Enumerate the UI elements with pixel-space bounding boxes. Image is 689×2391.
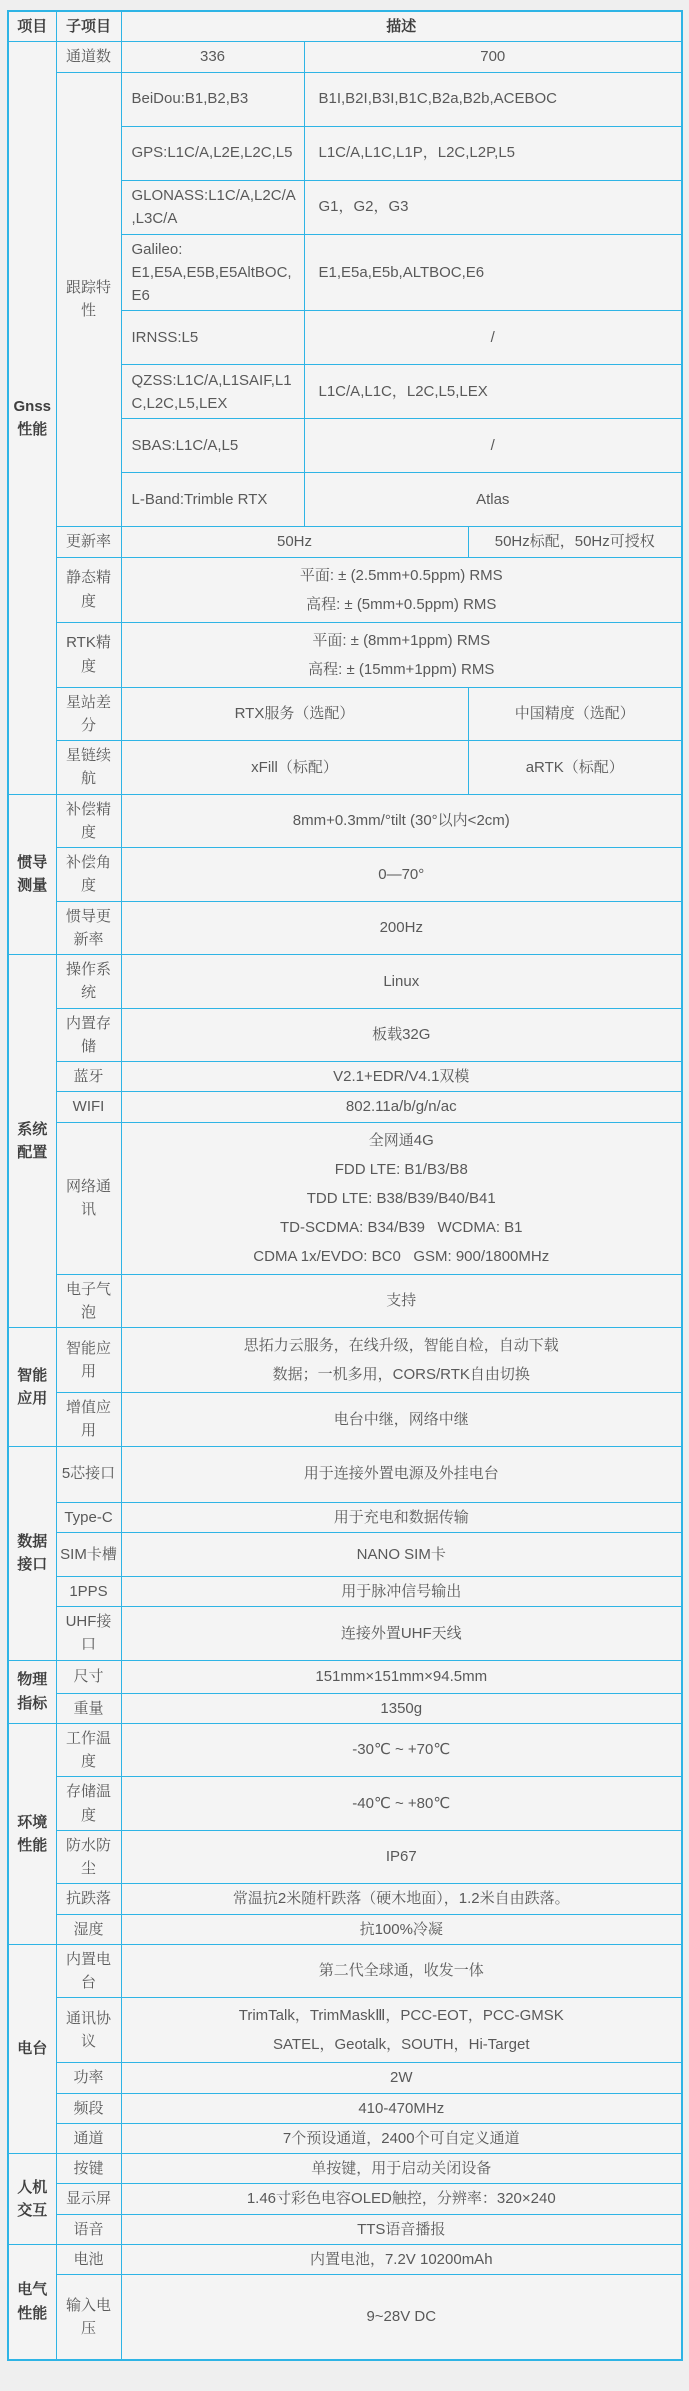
- value-app-label: 增值应用: [56, 1393, 121, 1447]
- static-accuracy-value: [121, 557, 682, 622]
- 1pps-label: 1PPS: [56, 1576, 121, 1606]
- row-bluetooth: [8, 1062, 682, 1092]
- tracking-sbas-sig: SBAS:L1C/A,L5: [121, 419, 304, 473]
- section-ins-label: 惯导测量: [8, 794, 56, 955]
- tracking-gps-val: L1C/A,L1C,L1P，L2C,L2P,L5: [304, 126, 682, 180]
- section-power-label: 电气性能: [8, 2244, 56, 2359]
- protocol-line-2: SATEL，Geotalk，SOUTH，Hi-Target: [273, 2036, 530, 2054]
- sat-link-right: aRTK（标配）: [468, 741, 682, 795]
- row-band: [8, 2093, 682, 2123]
- row-update-rate: [8, 527, 682, 557]
- ins-comp-angle-value: 0—70°: [121, 848, 682, 902]
- tracking-irnss-sig: IRNSS:L5: [121, 311, 304, 365]
- row-ins-comp-angle: [8, 848, 682, 902]
- channels-700: 700: [304, 42, 682, 72]
- row-os: [8, 955, 682, 1009]
- header-desc: 描述: [121, 11, 682, 42]
- section-system-label: 系统配置: [8, 955, 56, 1328]
- ebubble-value: 支持: [121, 1274, 682, 1328]
- network-line-4: TD-SCDMA: B34/B39 WCDMA: B1: [279, 1218, 523, 1236]
- smart-app-label: 智能应用: [56, 1328, 121, 1393]
- row-storage-temp: [8, 1777, 682, 1831]
- tracking-galileo-val: E1,E5a,E5b,ALTBOC,E6: [304, 234, 682, 311]
- bluetooth-label: 蓝牙: [56, 1062, 121, 1092]
- storage-value: 板载32G: [121, 1008, 682, 1062]
- builtin-radio-value: 第二代全球通，收发一体: [121, 1944, 682, 1998]
- tracking-beidou-sig: BeiDou:B1,B2,B3: [121, 72, 304, 126]
- section-env-label: 环境性能: [8, 1723, 56, 1944]
- update-rate-right: 50Hz标配，50Hz可授权: [468, 527, 682, 557]
- storage-label: 内置存储: [56, 1008, 121, 1062]
- radio-channel-value: 7个预设通道，2400个可自定义通道: [121, 2123, 682, 2153]
- row-tracking-beidou: [8, 72, 682, 126]
- row-network: [8, 1122, 682, 1274]
- weight-label: 重量: [56, 1693, 121, 1723]
- section-physical-label: 物理指标: [8, 1660, 56, 1723]
- 5pin-value: 用于连接外置电源及外挂电台: [121, 1446, 682, 1502]
- row-storage: [8, 1008, 682, 1062]
- row-wifi: [8, 1092, 682, 1122]
- drop-value: 常温抗2米随杆跌落（硬木地面），1.2米自由跌落。: [121, 1884, 682, 1914]
- spec-table: [7, 10, 683, 2361]
- row-value-app: [8, 1393, 682, 1447]
- storage-temp-label: 存储温度: [56, 1777, 121, 1831]
- static-accuracy-line-2: 高程: ± (5mm+0.5ppm) RMS: [306, 595, 497, 613]
- row-size: [8, 1660, 682, 1693]
- tracking-glonass-val: G1，G2，G3: [304, 180, 682, 234]
- sim-label: SIM卡槽: [56, 1532, 121, 1576]
- tracking-lband-val: Atlas: [304, 473, 682, 527]
- row-channels: [8, 42, 682, 72]
- row-5pin: [8, 1446, 682, 1502]
- tracking-qzss-val: L1C/A,L1C，L2C,L5,LEX: [304, 365, 682, 419]
- voice-value: TTS语音播报: [121, 2214, 682, 2244]
- sat-link-left: xFill（标配）: [121, 741, 468, 795]
- static-accuracy-label: 静态精度: [56, 557, 121, 622]
- voice-label: 语音: [56, 2214, 121, 2244]
- display-value: 1.46寸彩色电容OLED触控，分辨率：320×240: [121, 2184, 682, 2214]
- sat-diff-right: 中国精度（选配）: [468, 687, 682, 741]
- rtk-accuracy-line-1: 平面: ± (8mm+1ppm) RMS: [312, 631, 491, 649]
- 5pin-label: 5芯接口: [56, 1446, 121, 1502]
- value-app-value: 电台中继，网络中继: [121, 1393, 682, 1447]
- work-temp-value: -30℃ ~ +70℃: [121, 1723, 682, 1777]
- network-value: [121, 1122, 682, 1274]
- display-label: 显示屏: [56, 2184, 121, 2214]
- humidity-label: 湿度: [56, 1914, 121, 1944]
- header-item: 项目: [8, 11, 56, 42]
- tracking-label: 跟踪特性: [56, 72, 121, 527]
- ins-update-rate-value: 200Hz: [121, 901, 682, 955]
- section-gnss-label: Gnss性能: [8, 42, 56, 794]
- row-radio-power: [8, 2063, 682, 2093]
- wifi-label: WIFI: [56, 1092, 121, 1122]
- network-line-3: TDD LTE: B38/B39/B40/B41: [306, 1189, 496, 1207]
- row-input-voltage: [8, 2275, 682, 2360]
- input-voltage-value: 9~28V DC: [121, 2275, 682, 2360]
- radio-power-label: 功率: [56, 2063, 121, 2093]
- smart-app-value: [121, 1328, 682, 1393]
- uhf-label: UHF接口: [56, 1607, 121, 1661]
- size-label: 尺寸: [56, 1660, 121, 1693]
- smart-app-line-1: 思拓力云服务，在线升级，智能自检，自动下载: [243, 1337, 559, 1354]
- row-ins-comp-acc: [8, 794, 682, 848]
- rtk-accuracy-value: [121, 622, 682, 687]
- sim-value: NANO SIM卡: [121, 1532, 682, 1576]
- ins-update-rate-label: 惯导更新率: [56, 901, 121, 955]
- battery-label: 电池: [56, 2244, 121, 2274]
- network-line-1: 全网通4G: [368, 1131, 434, 1149]
- protocol-label: 通讯协议: [56, 1998, 121, 2063]
- row-radio-channel: [8, 2123, 682, 2153]
- row-humidity: [8, 1914, 682, 1944]
- row-display: [8, 2184, 682, 2214]
- ins-comp-acc-value: 8mm+0.3mm/°tilt (30°以内<2cm): [121, 794, 682, 848]
- ip-rating-value: IP67: [121, 1830, 682, 1884]
- static-accuracy-line-1: 平面: ± (2.5mm+0.5ppm) RMS: [299, 566, 503, 584]
- builtin-radio-label: 内置电台: [56, 1944, 121, 1998]
- 1pps-value: 用于脉冲信号输出: [121, 1576, 682, 1606]
- protocol-value: [121, 1998, 682, 2063]
- storage-temp-value: -40℃ ~ +80℃: [121, 1777, 682, 1831]
- input-voltage-label: 输入电压: [56, 2275, 121, 2360]
- wifi-value: 802.11a/b/g/n/ac: [121, 1092, 682, 1122]
- protocol-line-1: TrimTalk，TrimMaskⅢ，PCC-EOT，PCC-GMSK: [238, 2007, 564, 2025]
- os-value: Linux: [121, 955, 682, 1009]
- button-value: 单按键，用于启动关闭设备: [121, 2154, 682, 2184]
- section-smart-label: 智能应用: [8, 1328, 56, 1447]
- tracking-glonass-sig: GLONASS:L1C/A,L2C/A,L3C/A: [121, 180, 304, 234]
- ebubble-label: 电子气泡: [56, 1274, 121, 1328]
- row-weight: [8, 1693, 682, 1723]
- tracking-sbas-val: /: [304, 419, 682, 473]
- section-radio-label: 电台: [8, 1944, 56, 2153]
- band-value: 410-470MHz: [121, 2093, 682, 2123]
- size-value: 151mm×151mm×94.5mm: [121, 1660, 682, 1693]
- uhf-value: 连接外置UHF天线: [121, 1607, 682, 1661]
- header-row: [8, 11, 682, 42]
- section-hmi-label: 人机交互: [8, 2154, 56, 2245]
- ins-comp-angle-label: 补偿角度: [56, 848, 121, 902]
- section-dataif-label: 数据接口: [8, 1446, 56, 1660]
- update-rate-label: 更新率: [56, 527, 121, 557]
- work-temp-label: 工作温度: [56, 1723, 121, 1777]
- row-sat-link: [8, 741, 682, 795]
- button-label: 按键: [56, 2154, 121, 2184]
- row-sat-diff: [8, 687, 682, 741]
- rtk-accuracy-line-2: 高程: ± (15mm+1ppm) RMS: [308, 660, 495, 678]
- network-label: 网络通讯: [56, 1122, 121, 1274]
- battery-value: 内置电池，7.2V 10200mAh: [121, 2244, 682, 2274]
- row-ins-update-rate: [8, 901, 682, 955]
- row-uhf: [8, 1607, 682, 1661]
- radio-channel-label: 通道: [56, 2123, 121, 2153]
- tracking-beidou-val: B1I,B2I,B3I,B1C,B2a,B2b,ACEBOC: [304, 72, 682, 126]
- row-drop: [8, 1884, 682, 1914]
- row-ebubble: [8, 1274, 682, 1328]
- channels-336: 336: [121, 42, 304, 72]
- rtk-accuracy-label: RTK精度: [56, 622, 121, 687]
- header-subitem: 子项目: [56, 11, 121, 42]
- humidity-value: 抗100%冷凝: [121, 1914, 682, 1944]
- row-rtk-accuracy: [8, 622, 682, 687]
- tracking-irnss-val: /: [304, 311, 682, 365]
- row-button: [8, 2154, 682, 2184]
- row-battery: [8, 2244, 682, 2274]
- tracking-qzss-sig: QZSS:L1C/A,L1SAIF,L1C,L2C,L5,LEX: [121, 365, 304, 419]
- row-builtin-radio: [8, 1944, 682, 1998]
- network-line-5: CDMA 1x/EVDO: BC0 GSM: 900/1800MHz: [253, 1247, 550, 1265]
- row-static-accuracy: [8, 557, 682, 622]
- radio-power-value: 2W: [121, 2063, 682, 2093]
- row-voice: [8, 2214, 682, 2244]
- row-sim: [8, 1532, 682, 1576]
- sat-diff-label: 星站差分: [56, 687, 121, 741]
- row-1pps: [8, 1576, 682, 1606]
- band-label: 频段: [56, 2093, 121, 2123]
- sat-diff-left: RTX服务（选配）: [121, 687, 468, 741]
- row-work-temp: [8, 1723, 682, 1777]
- update-rate-left: 50Hz: [121, 527, 468, 557]
- tracking-galileo-sig: Galileo: E1,E5A,E5B,E5AltBOC,E6: [121, 234, 304, 311]
- typec-value: 用于充电和数据传输: [121, 1502, 682, 1532]
- sat-link-label: 星链续航: [56, 741, 121, 795]
- tracking-lband-sig: L-Band:Trimble RTX: [121, 473, 304, 527]
- channels-label: 通道数: [56, 42, 121, 72]
- os-label: 操作系统: [56, 955, 121, 1009]
- ip-rating-label: 防水防尘: [56, 1830, 121, 1884]
- row-protocol: [8, 1998, 682, 2063]
- row-smart-app: [8, 1328, 682, 1393]
- smart-app-line-2: 数据；一机多用，CORS/RTK自由切换: [272, 1366, 530, 1383]
- typec-label: Type-C: [56, 1502, 121, 1532]
- row-typec: [8, 1502, 682, 1532]
- bluetooth-value: V2.1+EDR/V4.1双模: [121, 1062, 682, 1092]
- row-ip-rating: [8, 1830, 682, 1884]
- tracking-gps-sig: GPS:L1C/A,L2E,L2C,L5: [121, 126, 304, 180]
- weight-value: 1350g: [121, 1693, 682, 1723]
- drop-label: 抗跌落: [56, 1884, 121, 1914]
- ins-comp-acc-label: 补偿精度: [56, 794, 121, 848]
- network-line-2: FDD LTE: B1/B3/B8: [334, 1160, 468, 1178]
